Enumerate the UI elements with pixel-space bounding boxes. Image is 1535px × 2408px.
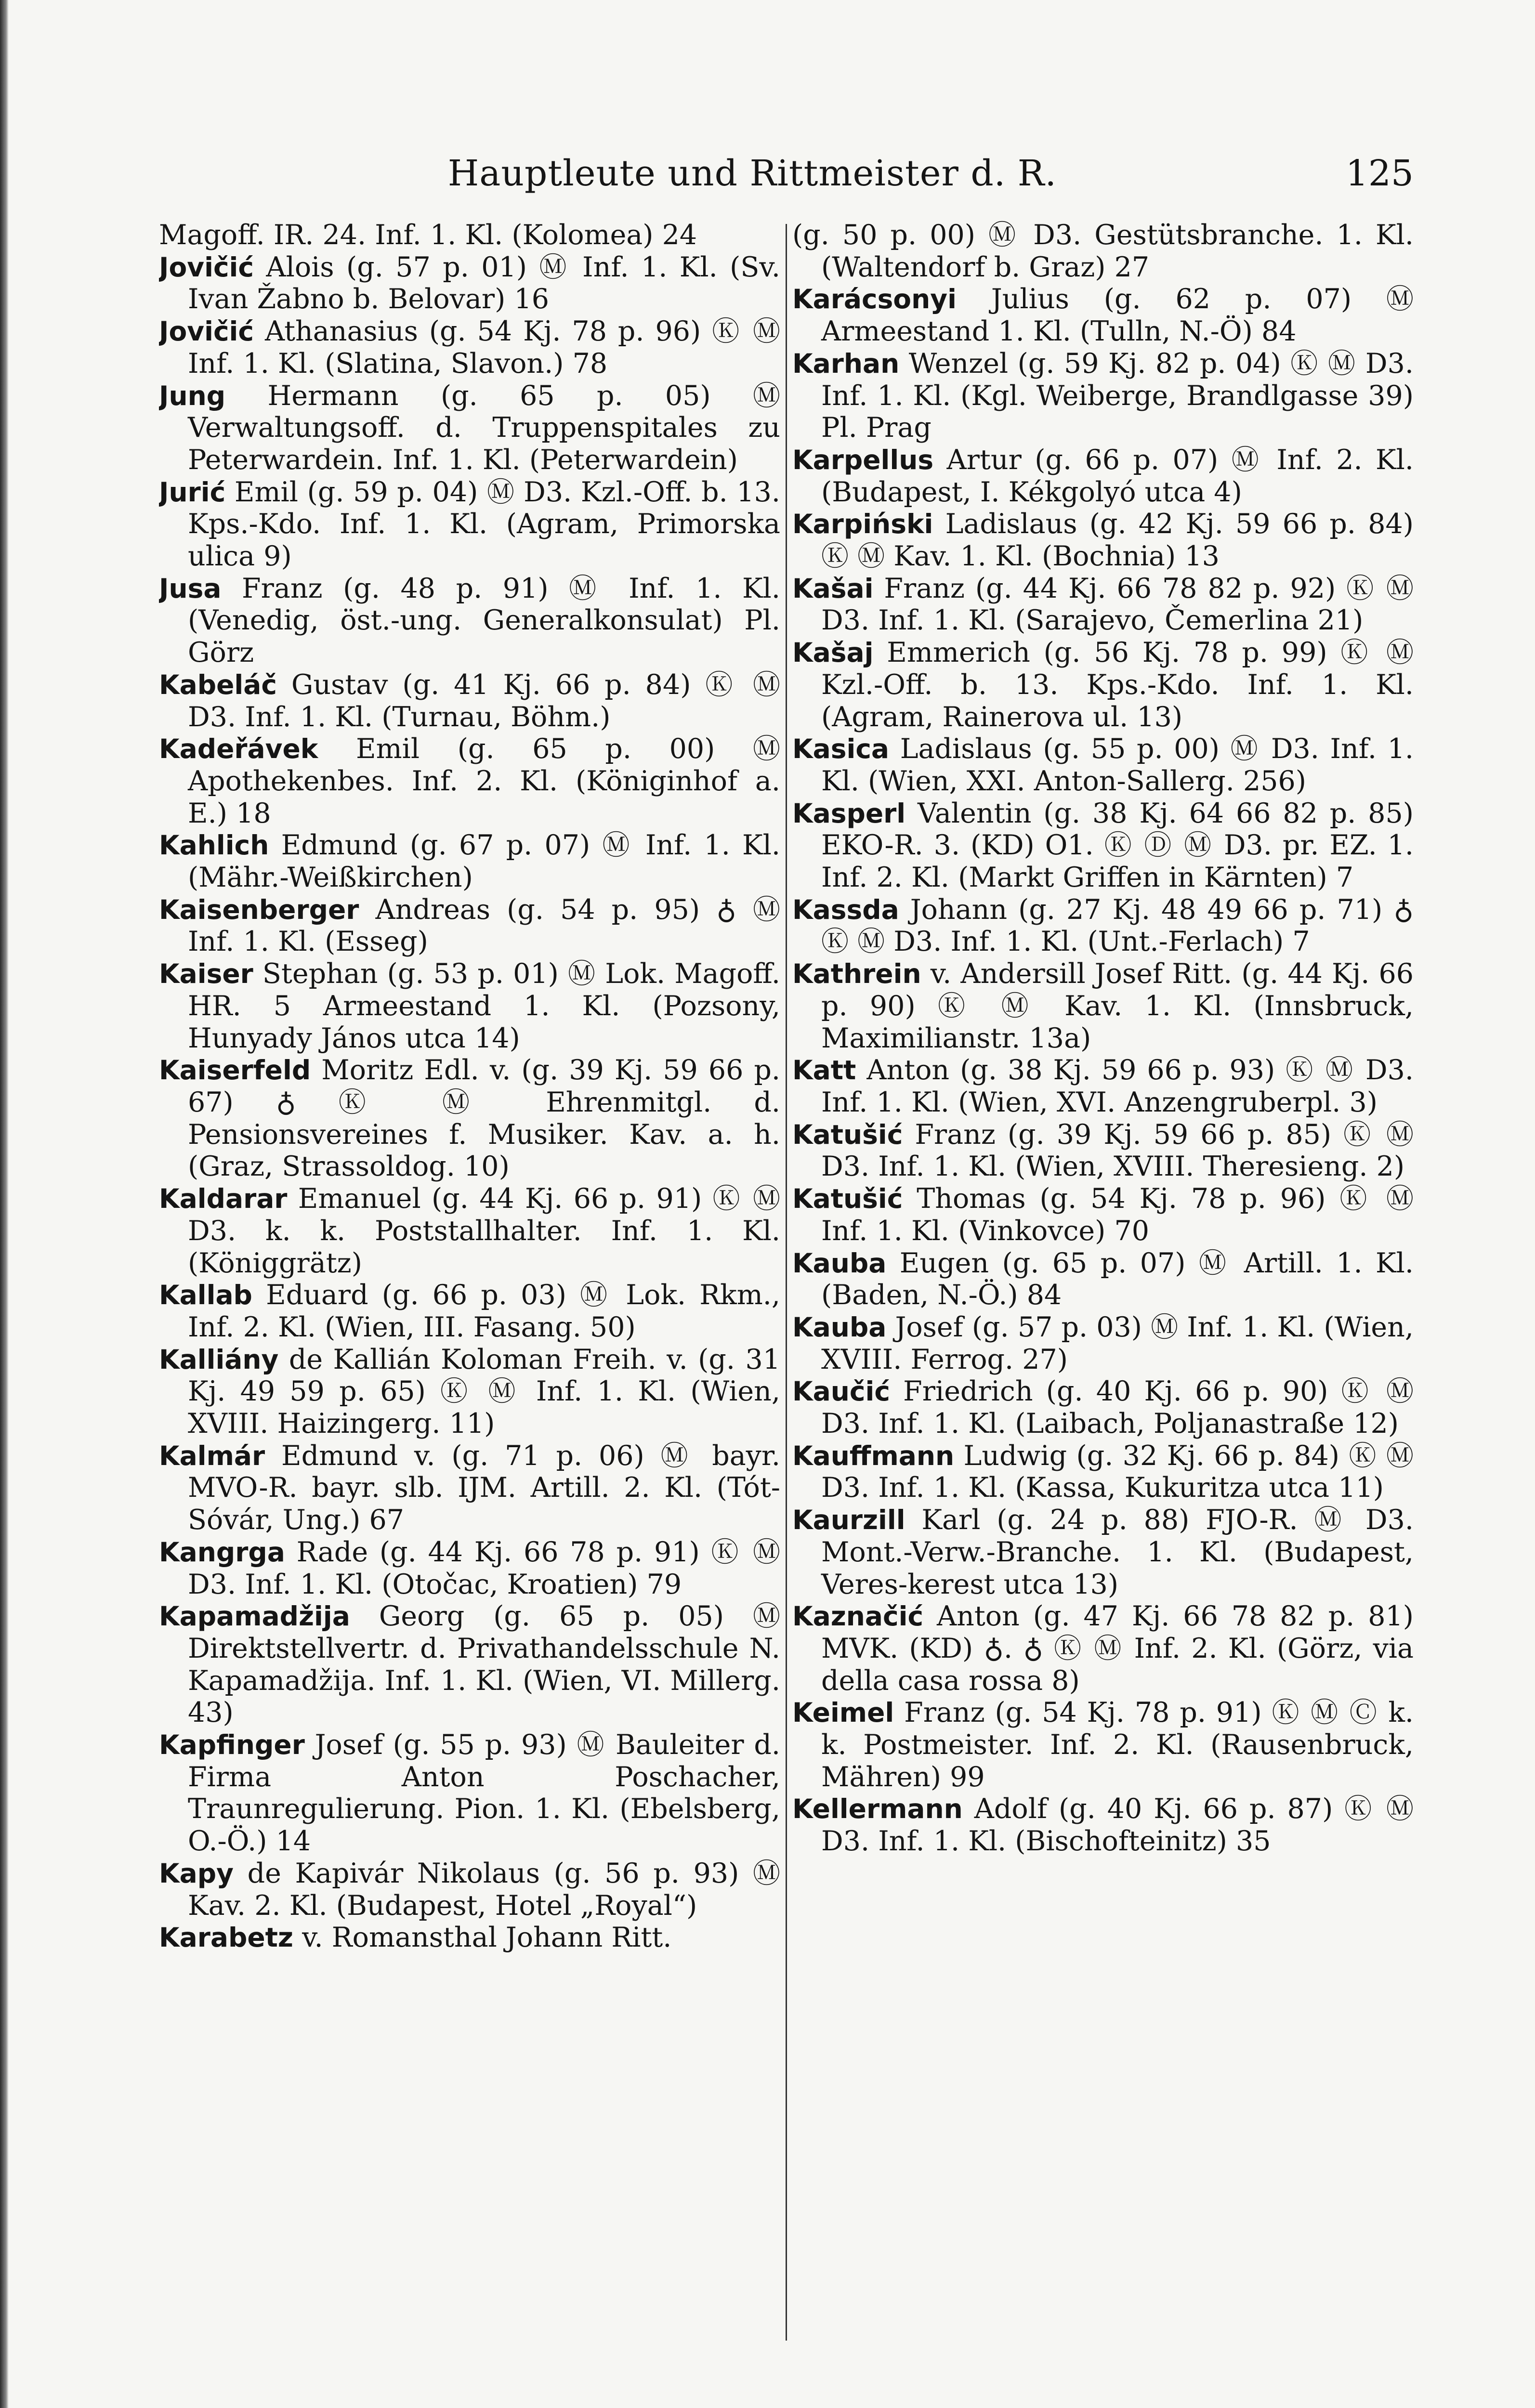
register-entry: [159, 958, 780, 1054]
entry-surname: Jung: [159, 380, 226, 411]
register-entry: [792, 1697, 1414, 1793]
entry-details: Emil (g. 65 p. 00) Ⓜ Apothekenbes. Inf. 2. Kl. (Königinhof a. E.) 18: [188, 733, 780, 829]
entry-surname: Kaučić: [792, 1376, 890, 1407]
entry-details: v. Andersill Josef Ritt. (g. 44 Kj. 66 p. 90) Ⓚ Ⓜ Kav. 1. Kl. (Innsbruck, Maximilianstr. 13a): [821, 958, 1414, 1054]
entry-details: Alois (g. 57 p. 01) Ⓜ Inf. 1. Kl. (Sv. Ivan Žabno b. Belovar) 16: [188, 251, 780, 315]
register-entry: [792, 1504, 1414, 1600]
register-entry: [792, 219, 1414, 283]
register-entry: [792, 1600, 1414, 1697]
entry-surname: Kaisenberger: [159, 894, 359, 925]
entry-details: Franz (g. 44 Kj. 66 78 82 p. 92) Ⓚ Ⓜ D3. Inf. 1. Kl. (Sarajevo, Čemerlina 21): [821, 572, 1414, 637]
entry-details: Emanuel (g. 44 Kj. 66 p. 91) Ⓚ Ⓜ D3. k. k. Poststallhalter. Inf. 1. Kl. (Königgrätz): [188, 1183, 780, 1279]
entry-details: Hermann (g. 65 p. 05) Ⓜ Verwaltungsoff. d. Truppenspitales zu Peterwardein. Inf. 1. Kl. (Peterwardein): [188, 380, 780, 476]
register-entry: [159, 829, 780, 893]
entry-details: Franz (g. 39 Kj. 59 66 p. 85) Ⓚ Ⓜ D3. Inf. 1. Kl. (Wien, XVIII. Theresieng. 2): [821, 1118, 1414, 1183]
entry-details: Stephan (g. 53 p. 01) Ⓜ Lok. Magoff. HR. 5 Armeestand 1. Kl. (Pozsony, Hunyady János utca 14): [188, 958, 780, 1054]
register-entry: [792, 1375, 1414, 1440]
register-entry: [159, 251, 780, 315]
register-entry: [159, 1344, 780, 1440]
entry-details: de Kapivár Nikolaus (g. 56 p. 93) Ⓜ Kav. 2. Kl. (Budapest, Hotel „Royal“): [188, 1857, 780, 1922]
register-entry: [159, 1600, 780, 1729]
register-entry: [792, 1247, 1414, 1311]
entry-surname: Katušić: [792, 1119, 903, 1150]
register-entry: [159, 1858, 780, 1922]
entry-details: v. Romansthal Johann Ritt.: [293, 1922, 672, 1954]
page-number: 125: [1345, 153, 1414, 194]
two-column-register: [159, 219, 1414, 2348]
register-entry: [792, 958, 1414, 1054]
entry-details: Adolf (g. 40 Kj. 66 p. 87) Ⓚ Ⓜ D3. Inf. 1. Kl. (Bischofteinitz) 35: [821, 1793, 1414, 1858]
entry-surname: Karhan: [792, 348, 900, 379]
entry-surname: Kaiser: [159, 958, 253, 990]
entry-surname: Kapfinger: [159, 1729, 305, 1761]
entry-surname: Kauba: [792, 1247, 887, 1279]
register-entry: [159, 1183, 780, 1279]
entry-surname: Kasperl: [792, 798, 906, 829]
left-column: [159, 219, 780, 2348]
entry-details: Valentin (g. 38 Kj. 64 66 82 p. 85) EKO-R. 3. (KD) O1. Ⓚ Ⓓ Ⓜ D3. pr. EZ. 1. Inf. 2. Kl. (Markt Griffen in Kärnten) 7: [821, 797, 1414, 894]
entry-surname: Jurić: [159, 476, 226, 508]
entry-surname: Kabeláč: [159, 669, 277, 700]
entry-surname: Kauba: [792, 1311, 887, 1343]
entry-details: Josef (g. 55 p. 93) Ⓜ Bauleiter d. Firma Anton Poschacher, Traunregulierung. Pion. 1. Kl. (Ebelsberg, O.-Ö.) 14: [188, 1729, 780, 1858]
entry-details: Magoff. IR. 24. Inf. 1. Kl. (Kolomea) 24: [159, 219, 697, 251]
entry-details: Wenzel (g. 59 Kj. 82 p. 04) Ⓚ Ⓜ D3. Inf. 1. Kl. (Kgl. Weibergе, Brandlgasse 39) Pl. Prag: [821, 347, 1414, 444]
entry-surname: Keimel: [792, 1697, 894, 1728]
register-entry: [159, 573, 780, 669]
entry-surname: Kathrein: [792, 958, 921, 990]
entry-surname: Kašai: [792, 573, 874, 604]
register-entry: [792, 733, 1414, 797]
entry-surname: Kahlich: [159, 830, 269, 861]
entry-surname: Kaznačić: [792, 1601, 924, 1632]
entry-details: Moritz Edl. v. (g. 39 Kj. 59 66 p. 67) ♁ Ⓚ Ⓜ Ehrenmitgl. d. Pensionsvereines f. Musiker. Kav. a. h. (Graz, Strassoldog. 10): [188, 1054, 780, 1183]
entry-surname: Karpellus: [792, 444, 934, 475]
register-entry: [159, 1279, 780, 1343]
entry-surname: Kaurzill: [792, 1505, 905, 1536]
register-entry: [792, 1119, 1414, 1183]
register-entry: [792, 348, 1414, 444]
entry-surname: Kangrga: [159, 1536, 285, 1568]
entry-surname: Karácsonyi: [792, 284, 957, 315]
entry-details: Eugen (g. 65 p. 07) Ⓜ Artill. 1. Kl. (Baden, N.-Ö.) 84: [821, 1247, 1414, 1311]
entry-surname: Katušić: [792, 1183, 903, 1215]
entry-surname: Kaldarar: [159, 1183, 288, 1215]
entry-details: Edmund v. (g. 71 p. 06) Ⓜ bayr. MVO-R. bayr. slb. IJM. Artill. 2. Kl. (Tót-Sóvár, Ung.) 67: [188, 1440, 780, 1536]
register-entry: [792, 1793, 1414, 1857]
entry-details: (g. 50 p. 00) Ⓜ D3. Gestütsbranche. 1. Kl. (Waltendorf b. Graz) 27: [792, 219, 1414, 283]
entry-surname: Karpiński: [792, 509, 933, 540]
register-entry: [792, 1183, 1414, 1247]
entry-details: Emil (g. 59 p. 04) Ⓜ D3. Kzl.-Off. b. 13. Kps.-Kdo. Inf. 1. Kl. (Agram, Primorska ulica 9): [188, 476, 780, 573]
entry-details: Anton (g. 47 Kj. 66 78 82 p. 81) MVK. (KD) ♁. ♁ Ⓚ Ⓜ Inf. 2. Kl. (Görz, via della casa rossa 8): [821, 1600, 1414, 1697]
register-entry: [792, 1311, 1414, 1375]
register-entry: [159, 1729, 780, 1858]
entry-details: Franz (g. 54 Kj. 78 p. 91) Ⓚ Ⓜ Ⓒ k. k. Postmeister. Inf. 2. Kl. (Rausenbruck, Mähren) 99: [821, 1697, 1414, 1793]
entry-details: Gustav (g. 41 Kj. 66 p. 84) Ⓚ Ⓜ D3. Inf. 1. Kl. (Turnau, Böhm.): [188, 668, 780, 733]
entry-details: Josef (g. 57 p. 03) Ⓜ Inf. 1. Kl. (Wien, XVIII. Ferrog. 27): [821, 1311, 1414, 1375]
register-entry: [792, 573, 1414, 637]
entry-surname: Kalmár: [159, 1440, 265, 1471]
entry-surname: Kellermann: [792, 1793, 963, 1825]
entry-surname: Kasica: [792, 733, 890, 765]
entry-details: Andreas (g. 54 p. 95) ♁ Ⓜ Inf. 1. Kl. (Esseg): [188, 893, 780, 958]
entry-details: Thomas (g. 54 Kj. 78 p. 96) Ⓚ Ⓜ Inf. 1. Kl. (Vinkovce) 70: [821, 1183, 1414, 1247]
running-title: Hauptleute und Rittmeister d. R.: [447, 153, 1057, 194]
entry-details: Emmerich (g. 56 Kj. 78 p. 99) Ⓚ Ⓜ Kzl.-Off. b. 13. Kps.-Kdo. Inf. 1. Kl. (Agram, Rainerova ul. 13): [821, 637, 1414, 733]
register-entry: [792, 1440, 1414, 1504]
register-entry: [159, 476, 780, 573]
entry-surname: Jovičić: [159, 251, 254, 283]
entry-details: Artur (g. 66 p. 07) Ⓜ Inf. 2. Kl. (Budapest, I. Kékgolyó utca 4): [821, 444, 1414, 508]
page-header: [159, 144, 1414, 202]
entry-surname: Kallab: [159, 1280, 252, 1311]
entry-surname: Kapy: [159, 1858, 234, 1889]
entry-surname: Jovičić: [159, 316, 254, 347]
entry-details: Anton (g. 38 Kj. 59 66 p. 93) Ⓚ Ⓜ D3. Inf. 1. Kl. (Wien, XVI. Anzengruberpl. 3): [821, 1054, 1414, 1118]
entry-details: Ladislaus (g. 42 Kj. 59 66 p. 84) Ⓚ Ⓜ Kav. 1. Kl. (Bochnia) 13: [821, 508, 1414, 573]
register-entry: [159, 315, 780, 380]
register-entry: [159, 733, 780, 829]
right-column: [792, 219, 1414, 2348]
register-entry: [792, 283, 1414, 347]
entry-surname: Kauffmann: [792, 1440, 955, 1471]
register-entry: [792, 894, 1414, 958]
entry-surname: Katt: [792, 1055, 856, 1086]
entry-details: Karl (g. 24 p. 88) FJO-R. Ⓜ D3. Mont.-Verw.-Branche. 1. Kl. (Budapest, Veres-kerest utca 13): [821, 1504, 1414, 1600]
register-entry: [792, 637, 1414, 733]
entry-details: Georg (g. 65 p. 05) Ⓜ Direktstellvertr. d. Privathandelsschule N. Kapamadžija. Inf. 1. Kl. (Wien, VI. Millerg. 43): [188, 1600, 780, 1729]
register-entry: [159, 1536, 780, 1600]
entry-surname: Kaiserfeld: [159, 1055, 311, 1086]
entry-details: de Kallián Koloman Freih. v. (g. 31 Kj. 49 59 p. 65) Ⓚ Ⓜ Inf. 1. Kl. (Wien, XVIII. Haizingerg. 11): [188, 1343, 780, 1440]
column-divider: [786, 224, 787, 2341]
entry-details: Eduard (g. 66 p. 03) Ⓜ Lok. Rkm., Inf. 2. Kl. (Wien, III. Fasang. 50): [188, 1279, 780, 1343]
register-entry: [792, 444, 1414, 508]
entry-details: Friedrich (g. 40 Kj. 66 p. 90) Ⓚ Ⓜ D3. Inf. 1. Kl. (Laibach, Poljanastraße 12): [821, 1375, 1414, 1440]
entry-details: Edmund (g. 67 p. 07) Ⓜ Inf. 1. Kl. (Mähr.-Weißkirchen): [188, 829, 780, 894]
entry-surname: Kapamadžija: [159, 1601, 350, 1632]
entry-details: Julius (g. 62 p. 07) Ⓜ Armeestand 1. Kl. (Tulln, N.-Ö) 84: [821, 283, 1414, 348]
entry-details: Franz (g. 48 p. 91) Ⓜ Inf. 1. Kl. (Venedig, öst.-ung. Generalkonsulat) Pl. Görz: [188, 572, 780, 669]
register-entry: [792, 798, 1414, 894]
register-entry: [159, 669, 780, 733]
entry-surname: Jusa: [159, 573, 222, 604]
entry-details: Ladislaus (g. 55 p. 00) Ⓜ D3. Inf. 1. Kl. (Wien, XXI. Anton-Sallerg. 256): [821, 733, 1414, 797]
entry-surname: Kašaj: [792, 637, 874, 668]
register-entry: [792, 1054, 1414, 1118]
register-entry: [792, 508, 1414, 572]
register-entry: [159, 1054, 780, 1183]
register-entry: [159, 1922, 780, 1954]
register-entry: [159, 1440, 780, 1536]
register-entry: [159, 894, 780, 958]
entry-details: Rade (g. 44 Kj. 66 78 p. 91) Ⓚ Ⓜ D3. Inf. 1. Kl. (Otočac, Kroatien) 79: [188, 1536, 780, 1600]
entry-surname: Kalliány: [159, 1344, 279, 1375]
entry-surname: Kadeřávek: [159, 733, 318, 765]
entry-details: Johann (g. 27 Kj. 48 49 66 p. 71) ♁ Ⓚ Ⓜ D3. Inf. 1. Kl. (Unt.-Ferlach) 7: [821, 893, 1414, 958]
register-entry: [159, 380, 780, 476]
entry-details: Athanasius (g. 54 Kj. 78 p. 96) Ⓚ Ⓜ Inf. 1. Kl. (Slatina, Slavon.) 78: [188, 315, 780, 380]
entry-surname: Kassda: [792, 894, 899, 925]
entry-surname: Karabetz: [159, 1922, 293, 1953]
entry-details: Ludwig (g. 32 Kj. 66 p. 84) Ⓚ Ⓜ D3. Inf. 1. Kl. (Kassa, Kukuritza utca 11): [821, 1440, 1414, 1504]
register-entry: [159, 219, 780, 251]
